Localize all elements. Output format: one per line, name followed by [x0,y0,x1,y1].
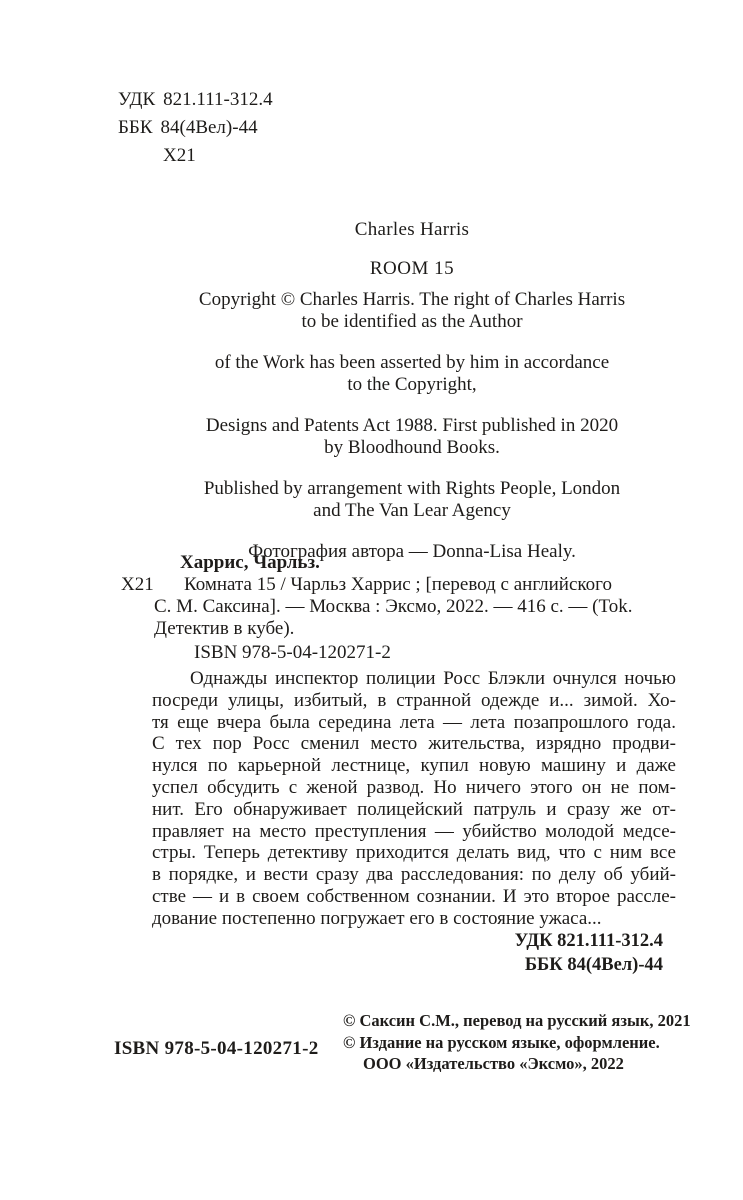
photo-credit-line: Фотография автора — Donna-Lisa Healy. [248,541,576,562]
cataloguing-codes-bottom [515,930,663,977]
catalog-card [154,552,672,664]
udc-line [118,86,273,114]
udc-label: УДК [118,89,156,110]
footer-copyright-line: © Саксин С.М., перевод на русский язык, 2021 [343,1011,691,1030]
annotation-line: дование постепенно погружает его в состояние ужаса... [152,907,602,929]
udc-bottom: УДК 821.111-312.4 [514,931,663,951]
patents-act-line: by Bloodhound Books. [324,437,500,458]
book-title: ROOM 15 [369,258,455,279]
bbk-value: 84(4Вел)-44 [160,117,258,138]
copyright-line: to be identified as the Author [301,311,523,332]
catalog-isbn: ISBN 978-5-04-120271-2 [194,642,391,663]
copyright-line: Copyright © Charles Harris. The right of Charles Harris [198,289,626,310]
cataloguing-codes-top [118,86,273,170]
annotation-line: С тех пор Росс сменил место жительства, изрядно продви- [152,733,676,755]
annotation-line: нит. Его обнаруживает полицейский патруль и сразу же от- [152,798,676,820]
bbk-label: ББК [118,117,153,138]
annotation-line: Однажды инспектор полиции Росс Блэкли очнулся ночью [190,668,676,689]
annotation-line: успел обсудить с женой развод. Но ничего этого он не пом- [152,776,676,798]
rights-column [150,219,674,582]
author-sign: Х21 [163,145,196,166]
catalog-author-heading: Харрис, Чарльз. [180,552,320,573]
annotation-line: в порядке, и вести сразу два расследования: по делу об убий- [152,864,676,886]
annotation-line: тя еще вчера была середина лета — лета позапрошлого года. [152,711,676,733]
assertion-line: to the Copyright, [347,374,477,395]
annotation-line: посреди улицы, избитый, в странной одежде и... зимой. Хо- [152,689,676,711]
assertion-line: of the Work has been asserted by him in accordance [214,352,610,373]
annotation-line: стры. Теперь детективу приходится делать вид, что с ним все [152,842,676,864]
catalog-description-line: Детектив в кубе). [154,618,295,639]
author-sign-line [118,142,273,170]
footer-copyright-block [343,1010,691,1075]
annotation-line: нулся по карьерной лестнице, купил новую машину и даже [152,755,676,777]
footer-copyright-line: © Издание на русском языке, оформление. [343,1032,660,1052]
author-name: Charles Harris [354,219,470,240]
catalog-description-line: Комната 15 / Чарльз Харрис ; [перевод с английского [184,574,612,595]
arrangement-line: and The Van Lear Agency [313,500,511,521]
catalog-description-line: С. М. Саксина]. — Москва : Эксмо, 2022. — 416 с. — (Tok. [154,596,633,617]
patents-act-line: Designs and Patents Act 1988. First published in 2020 [205,415,619,436]
udc-value: 821.111-312.4 [163,89,273,110]
annotation [152,668,676,930]
bbk-line [118,114,273,142]
catalog-author-sign: Х21 [121,574,154,595]
footer-isbn: ISBN 978-5-04-120271-2 [114,1038,319,1059]
bbk-bottom: ББК 84(4Вел)-44 [524,954,663,975]
arrangement-line: Published by arrangement with Rights People, London [203,478,621,499]
annotation-line: правляет на место преступления — убийство молодой медсе- [152,820,676,842]
footer-copyright-line: ООО «Издательство «Эксмо», 2022 [363,1054,624,1073]
annotation-line: стве — и в своем собственном сознании. И это второе рассле- [152,885,676,907]
